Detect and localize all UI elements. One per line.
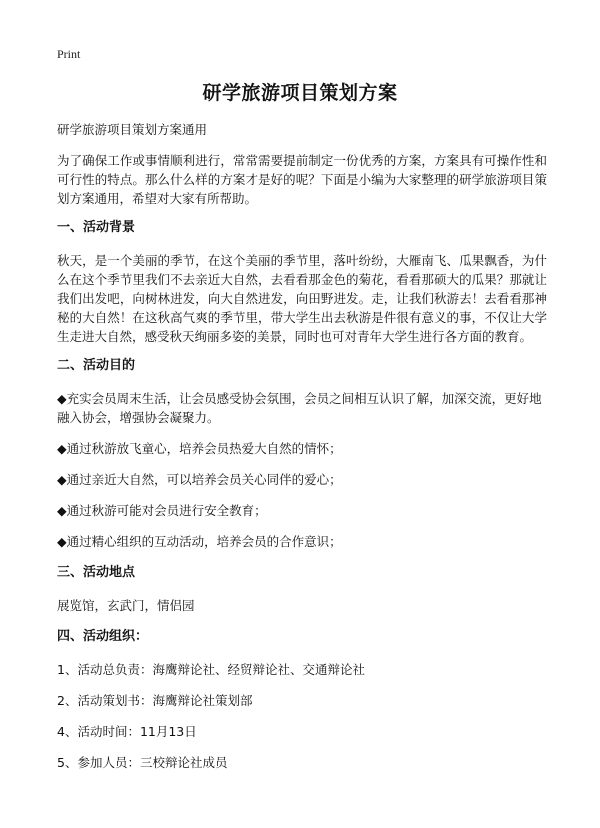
organization-item: 4、活动时间：11月13日 xyxy=(57,724,197,739)
document-title: 研学旅游项目策划方案 xyxy=(202,82,398,104)
purpose-item: ◆通过精心组织的互动活动，培养会员的合作意识； xyxy=(57,534,342,549)
section-heading-background: 一、活动背景 xyxy=(57,220,136,235)
organization-item: 1、活动总负责：海鹰辩论社、经贸辩论社、交通辩论社 xyxy=(57,662,365,677)
organization-item: 5、参加人员：三校辩论社成员 xyxy=(57,755,228,770)
purpose-item: ◆通过秋游放飞童心，培养会员热爱大自然的情怀； xyxy=(57,441,342,456)
location-text: 展览馆，玄武门，情侣园 xyxy=(57,598,195,613)
intro-paragraph: 为了确保工作或事情顺利进行，常常需要提前制定一份优秀的方案，方案具有可操作性和可行性的特点。那么什么样的方案才是好的呢？下面是小编为大家整理的研学旅游项目策划方案通用，希望对大家有所帮助。 xyxy=(57,153,547,206)
print-label: Print xyxy=(57,47,81,61)
purpose-item: ◆通过秋游可能对会员进行安全教育； xyxy=(57,503,267,518)
document-subtitle: 研学旅游项目策划方案通用 xyxy=(57,122,208,137)
section-heading-organization: 四、活动组织： xyxy=(57,629,149,644)
organization-item: 2、活动策划书：海鹰辩论社策划部 xyxy=(57,693,253,708)
purpose-item: ◆充实会员周末生活，让会员感受协会氛围，会员之间相互认识了解，加深交流，更好地融入协会，增强协会凝聚力。 xyxy=(57,391,542,425)
section-heading-purpose: 二、活动目的 xyxy=(57,358,136,373)
document-body xyxy=(57,120,547,784)
section-heading-location: 三、活动地点 xyxy=(57,565,136,580)
background-paragraph: 秋天，是一个美丽的季节，在这个美丽的季节里，落叶纷纷，大雁南飞、瓜果飘香，为什么在这个季节里我们不去亲近大自然，去看看那金色的菊花，看看那硕大的瓜果？那就让我们出发吧，向树林进发，向大自然进发，向田野进发。走，让我们秋游去！去看看那神秘的大自然！在这秋高气爽的季节里，带大学生出去秋游是件很有意义的事，不仅让大学生走进大自然，感受秋天绚丽多姿的美景，同时也可对青年大学生进行各方面的教育。 xyxy=(57,253,547,344)
purpose-item: ◆通过亲近大自然，可以培养会员关心同伴的爱心； xyxy=(57,472,342,487)
